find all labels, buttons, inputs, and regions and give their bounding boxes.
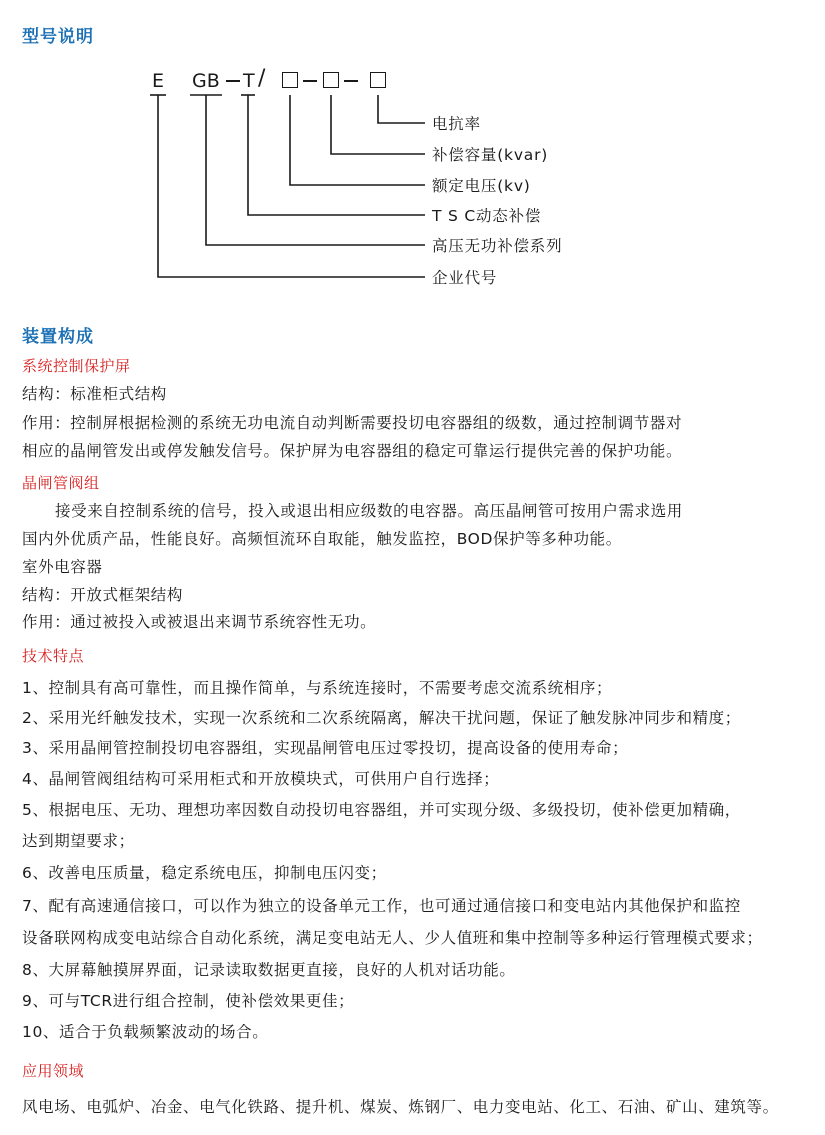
- feature-line: 7、配有高速通信接口，可以作为独立的设备单元工作，也可通过通信接口和变电站内其他保护和监控: [22, 897, 741, 915]
- feature-line: 2、采用光纤触发技术，实现一次系统和二次系统隔离，解决干扰问题，保证了触发脉冲同步和精度；: [22, 709, 741, 727]
- feature-line: 4、晶闸管阀组结构可采用柜式和开放模块式，可供用户自行选择；: [22, 770, 500, 788]
- legend-rated-voltage: 额定电压(kv): [432, 177, 531, 195]
- legend-company-code: 企业代号: [432, 269, 498, 287]
- code-t: T: [243, 70, 255, 92]
- code-connector-lines: [0, 0, 825, 300]
- feature-line: 5、根据电压、无功、理想功率因数自动投切电容器组，并可实现分级、多级投切，使补偿更加精确，: [22, 801, 741, 819]
- feature-line: 达到期望要求；: [22, 832, 135, 850]
- feature-line: 6、改善电压质量，稳定系统电压，抑制电压闪变；: [22, 864, 387, 882]
- features-heading: 技术特点: [22, 647, 85, 665]
- applications-heading: 应用领域: [22, 1062, 85, 1080]
- legend-compensation-capacity: 补偿容量(kvar): [432, 146, 549, 164]
- feature-line: 1、控制具有高可靠性，而且操作简单，与系统连接时，不需要考虑交流系统相序；: [22, 679, 613, 697]
- legend-hv-series: 高压无功补偿系列: [432, 237, 563, 255]
- composition-heading: 装置构成: [22, 327, 94, 347]
- code-slash: /: [258, 66, 266, 91]
- applications-text: 风电场、电弧炉、冶金、电气化铁路、提升机、煤炭、炼钢厂、电力变电站、化工、石油、矿山、建筑等。: [22, 1098, 779, 1116]
- outdoor-capacitor-structure: 结构：开放式框架结构: [22, 586, 184, 604]
- feature-line: 设备联网构成变电站综合自动化系统，满足变电站无人、少人值班和集中控制等多种运行管理模式要求；: [22, 929, 763, 947]
- model-code-diagram: [0, 0, 825, 300]
- feature-line: 10、适合于负载频繁波动的场合。: [22, 1023, 269, 1041]
- code-e: E: [152, 70, 165, 92]
- model-section-heading: 型号说明: [22, 27, 94, 47]
- outdoor-capacitor-function: 作用：通过被投入或被退出来调节系统容性无功。: [22, 613, 377, 631]
- thyristor-valve-desc-line2: 国内外优质产品，性能良好。高频恒流环自取能，触发监控，BOD保护等多种功能。: [22, 530, 622, 548]
- legend-tsc-dynamic: T S C动态补偿: [432, 207, 542, 225]
- feature-line: 3、采用晶闸管控制投切电容器组，实现晶闸管电压过零投切，提高设备的使用寿命；: [22, 739, 629, 757]
- control-screen-function-line1: 作用：控制屏根据检测的系统无功电流自动判断需要投切电容器组的级数，通过控制调节器对: [22, 414, 683, 432]
- outdoor-capacitor-title: 室外电容器: [22, 558, 103, 576]
- control-screen-structure: 结构：标准柜式结构: [22, 385, 167, 403]
- feature-line: 8、大屏幕触摸屏界面，记录读取数据更直接，良好的人机对话功能。: [22, 961, 516, 979]
- control-screen-title: 系统控制保护屏: [22, 357, 131, 375]
- code-gb: GB: [192, 70, 220, 92]
- thyristor-valve-desc-line1: 接受来自控制系统的信号，投入或退出相应级数的电容器。高压晶闸管可按用户需求选用: [55, 502, 683, 520]
- thyristor-valve-title: 晶闸管阀组: [22, 474, 100, 492]
- feature-line: 9、可与TCR进行组合控制，使补偿效果更佳；: [22, 992, 355, 1010]
- control-screen-function-line2: 相应的晶闸管发出或停发触发信号。保护屏为电容器组的稳定可靠运行提供完善的保护功能。: [22, 442, 683, 460]
- legend-reactance-rate: 电抗率: [432, 115, 481, 133]
